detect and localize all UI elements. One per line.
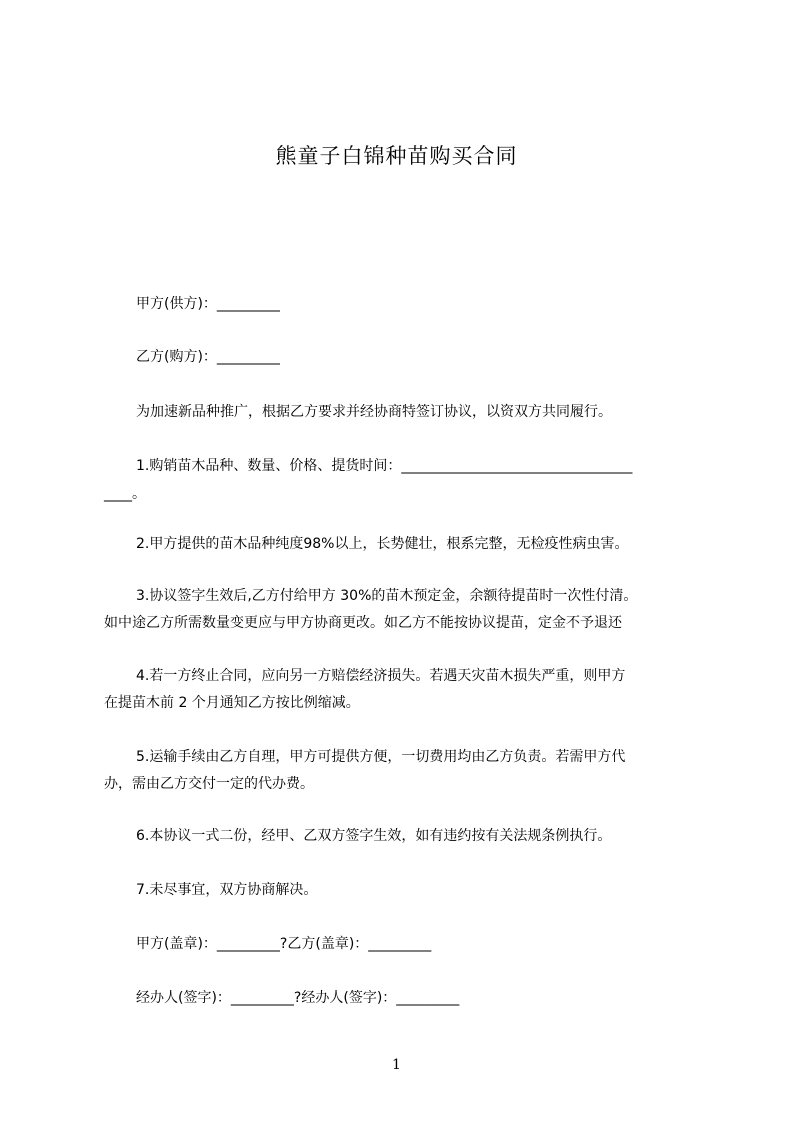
party-a-line: 甲方(供方)：_________	[136, 296, 280, 312]
clause-1-line-1: 1.购销苗木品种、数量、价格、提货时间：_________________________________	[136, 458, 633, 474]
signature-line: 经办人(签字)：_________?经办人(签字)：_________	[136, 990, 460, 1006]
clause-3-line-2: 如中途乙方所需数量变更应与甲方协商更改。如乙方不能按协议提苗，定金不予退还	[104, 615, 622, 631]
clause-5-line-1: 5.运输手续由乙方自理，甲方可提供方便，一切费用均由乙方负责。若需甲方代	[136, 749, 626, 765]
party-b-line: 乙方(购方)：_________	[136, 349, 280, 365]
page-number: 1	[392, 1057, 401, 1073]
clause-2: 2.甲方提供的苗木品种纯度98%以上，长势健壮，根系完整，无检疫性病虫害。	[136, 536, 629, 552]
clause-1-line-2: ____。	[104, 486, 146, 502]
page-title: 熊童子白锦种苗购买合同	[275, 144, 518, 168]
clause-7: 7.未尽事宜，双方协商解决。	[136, 882, 318, 898]
clause-3-line-1: 3.协议签字生效后,乙方付给甲方 30%的苗木预定金，余额待提苗时一次性付清。	[136, 588, 638, 604]
clause-4-line-2: 在提苗木前 2 个月通知乙方按比例缩减。	[104, 695, 360, 711]
intro-paragraph: 为加速新品种推广，根据乙方要求并经协商特签订协议，以资双方共同履行。	[136, 404, 612, 420]
clause-5-line-2: 办，需由乙方交付一定的代办费。	[104, 776, 314, 792]
clause-4-line-1: 4.若一方终止合同，应向另一方赔偿经济损失。若遇天灾苗木损失严重，则甲方	[136, 668, 626, 684]
clause-6: 6.本协议一式二份，经甲、乙双方签字生效，如有违约按有关法规条例执行。	[136, 828, 612, 844]
seal-line: 甲方(盖章)：_________?乙方(盖章)：_________	[136, 936, 432, 952]
